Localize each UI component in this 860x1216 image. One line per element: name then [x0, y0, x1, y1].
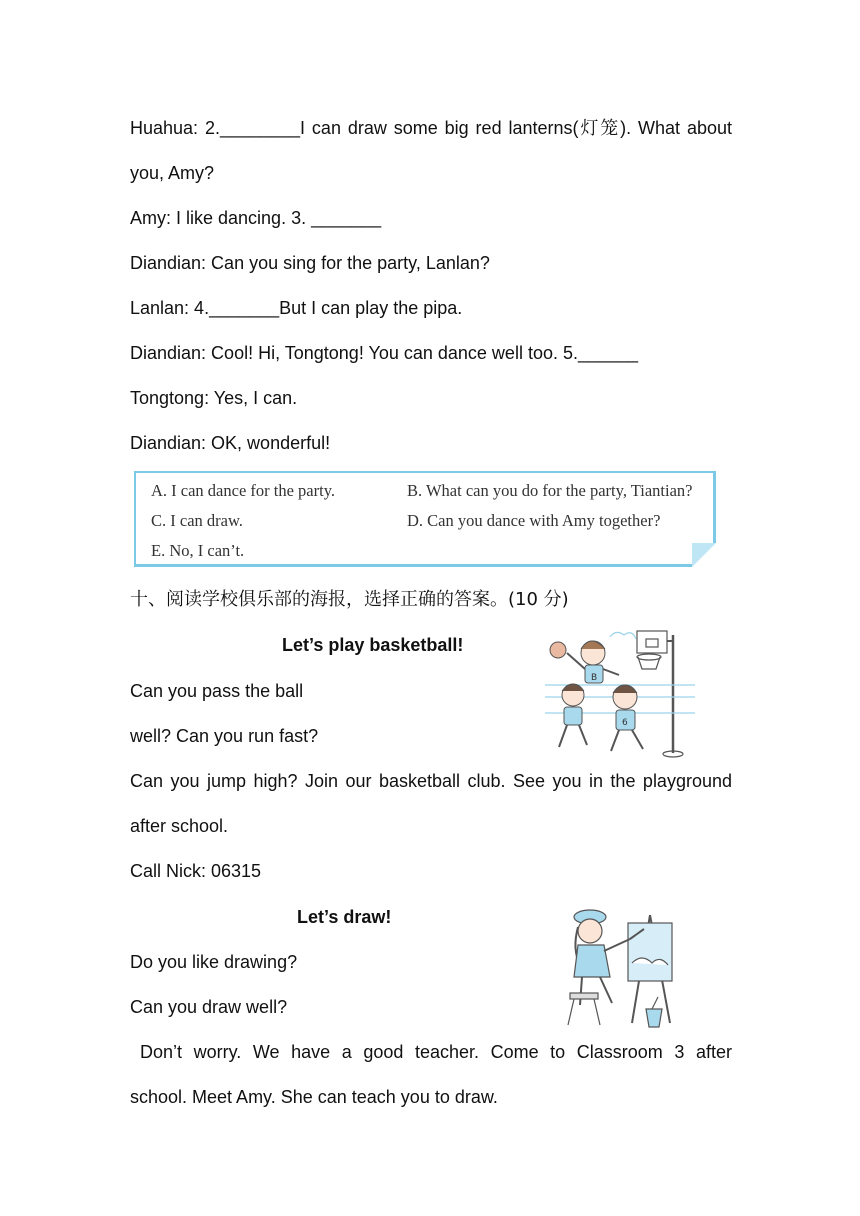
page-fold-corner: [692, 543, 716, 567]
poster-draw-line-3: Don’t worry. We have a good teacher. Come to Classroom 3 after: [140, 1042, 732, 1062]
poster-basketball-line-4: after school.: [130, 816, 229, 836]
poster-basketball-line-5: Call Nick: 06315: [130, 861, 262, 881]
option-b: B. What can you do for the party, Tiantian?: [407, 481, 693, 500]
option-e: E. No, I can’t.: [151, 541, 245, 560]
section-title: 十、阅读学校俱乐部的海报，选择正确的答案。(10 分): [130, 589, 569, 610]
option-d: D. Can you dance with Amy together?: [407, 511, 661, 530]
dialogue-line-diandian-1: Diandian: Can you sing for the party, Lanlan?: [130, 253, 490, 273]
poster-basketball-title: Let’s play basketball!: [282, 635, 464, 655]
poster-basketball-line-2: well? Can you run fast?: [130, 726, 319, 746]
poster-draw-line-4: school. Meet Amy. She can teach you to draw.: [130, 1087, 498, 1107]
dialogue-line-huahua: Huahua: 2.________I can draw some big red lanterns(灯笼). What about: [130, 118, 732, 138]
dialogue-line-lanlan: Lanlan: 4._______But I can play the pipa.: [130, 298, 463, 318]
poster-basketball-line-3: Can you jump high? Join our basketball club. See you in the playground: [130, 771, 732, 791]
option-a: A. I can dance for the party.: [151, 481, 336, 500]
poster-draw-line-1: Do you like drawing?: [130, 952, 298, 972]
dialogue-line-amy: Amy: I like dancing. 3. _______: [130, 208, 382, 228]
dialogue-line-diandian-2: Diandian: Cool! Hi, Tongtong! You can dance well too. 5.______: [130, 343, 639, 363]
dialogue-line-diandian-3: Diandian: OK, wonderful!: [130, 433, 331, 453]
basketball-kids-illustration: [545, 625, 695, 760]
options-box: [134, 471, 716, 567]
dialogue-line-tongtong: Tongtong: Yes, I can.: [130, 388, 298, 408]
poster-draw-line-2: Can you draw well?: [130, 997, 288, 1017]
poster-draw-title: Let’s draw!: [297, 907, 392, 927]
poster-basketball-line-1: Can you pass the ball: [130, 681, 304, 701]
dialogue-line-huahua-cont: you, Amy?: [130, 163, 215, 183]
svg-text:B: B: [591, 673, 598, 683]
svg-text:6: 6: [622, 718, 628, 728]
girl-painting-illustration: [560, 905, 685, 1030]
option-c: C. I can draw.: [151, 511, 243, 530]
